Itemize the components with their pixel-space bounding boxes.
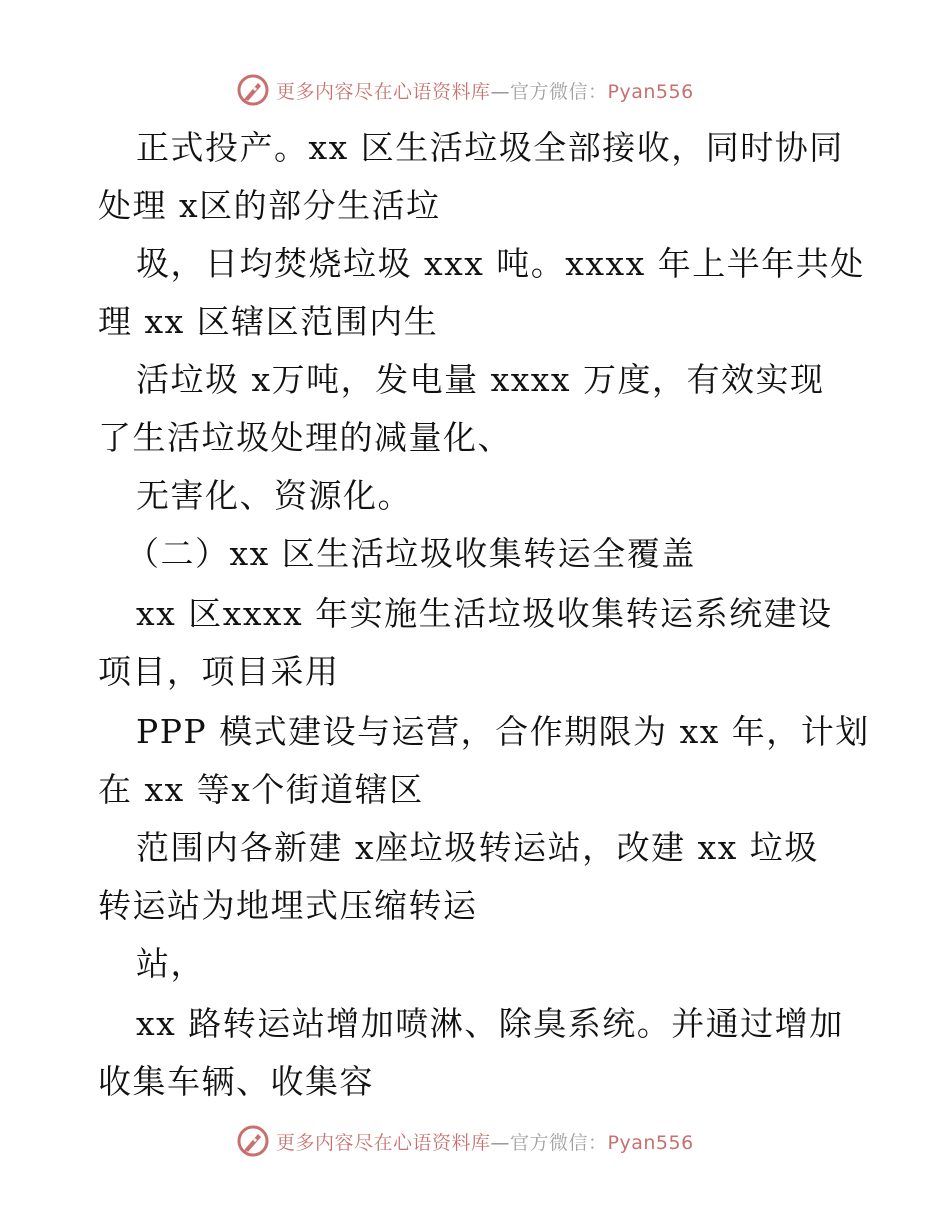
text-line: 理 xx 区辖区范围内生 bbox=[98, 302, 439, 341]
text-line: xx 区xxxx 年实施生活垃圾收集转运系统建设 bbox=[136, 594, 833, 633]
text-line: 范围内各新建 x座垃圾转运站，改建 xx 垃圾 bbox=[136, 828, 819, 867]
text-line: 处理 x区的部分生活垃 bbox=[98, 186, 441, 225]
watermark-separator: — bbox=[490, 1131, 511, 1154]
text-line: 在 xx 等x个街道辖区 bbox=[98, 770, 424, 809]
watermark-separator: — bbox=[490, 80, 511, 103]
text-line: 正式投产。xx 区生活垃圾全部接收，同时协同 bbox=[136, 128, 844, 167]
text-line: PPP 模式建设与运营，合作期限为 xx 年，计划 bbox=[136, 712, 870, 751]
watermark-wechat-id: Pyan556 bbox=[607, 1131, 694, 1154]
text-line: 无害化、资源化。 bbox=[136, 476, 412, 515]
watermark-title: 更多内容尽在心语资料库 bbox=[276, 1131, 491, 1154]
text-line: 站， bbox=[136, 944, 205, 983]
text-line: 圾，日均焚烧垃圾 xxx 吨。xxxx 年上半年共处 bbox=[136, 244, 865, 283]
text-line: xx 路转运站增加喷淋、除臭系统。并通过增加 bbox=[136, 1004, 844, 1043]
pen-logo-icon bbox=[236, 1124, 270, 1158]
watermark-title: 更多内容尽在心语资料库 bbox=[276, 80, 491, 103]
text-line: 活垃圾 x万吨，发电量 xxxx 万度，有效实现 bbox=[136, 360, 825, 399]
text-line: 项目，项目采用 bbox=[98, 652, 340, 691]
watermark-wechat-label: 官方微信： bbox=[510, 1131, 608, 1154]
footer-watermark bbox=[236, 1123, 694, 1159]
pen-logo-icon bbox=[236, 73, 270, 107]
text-line: 转运站为地埋式压缩转运 bbox=[98, 886, 478, 925]
watermark-wechat-id: Pyan556 bbox=[607, 80, 694, 103]
text-line: 了生活垃圾处理的减量化、 bbox=[98, 418, 512, 457]
header-watermark bbox=[236, 72, 694, 108]
text-line: 收集车辆、收集容 bbox=[98, 1062, 374, 1101]
watermark-wechat-label: 官方微信： bbox=[510, 80, 608, 103]
section-heading: （二）xx 区生活垃圾收集转运全覆盖 bbox=[126, 534, 696, 573]
